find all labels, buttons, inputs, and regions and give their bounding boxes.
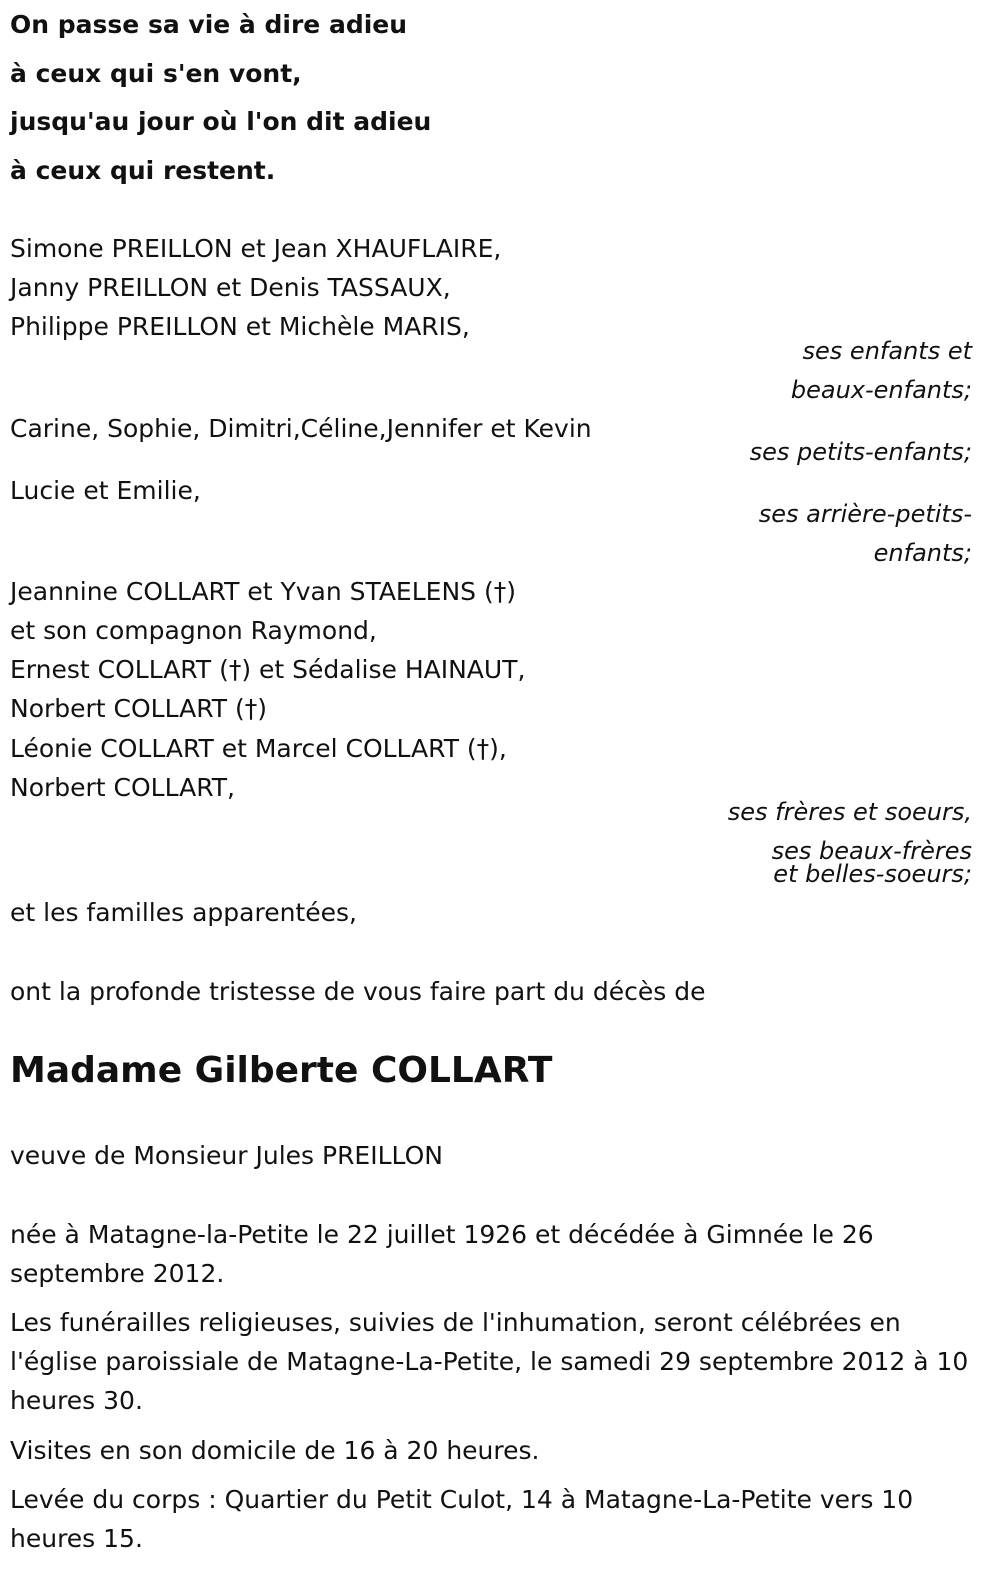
visits-info: Visites en son domicile de 16 à 20 heures. — [10, 1436, 540, 1465]
quote-line-2: à ceux qui s'en vont, — [10, 59, 302, 88]
child-2: Janny PREILLON et Denis TASSAUX, — [10, 273, 451, 302]
siblings-role: ses frères et soeurs, — [727, 798, 972, 826]
sibling-line-2: et son compagnon Raymond, — [10, 616, 377, 645]
great-grandchildren: Lucie et Emilie, — [10, 476, 201, 505]
birth-death-info: née à Matagne-la-Petite le 22 juillet 1926 et décédée à Gimnée le 26 septembre 2012. — [10, 1220, 874, 1288]
grandchildren-role: ses petits-enfants; — [749, 438, 972, 466]
child-3: Philippe PREILLON et Michèle MARIS, — [10, 312, 470, 341]
sibling-line-5: Léonie COLLART et Marcel COLLART (†), — [10, 734, 507, 763]
announcement: ont la profonde tristesse de vous faire part du décès de — [10, 977, 706, 1006]
quote-line-4: à ceux qui restent. — [10, 156, 276, 185]
child-1: Simone PREILLON et Jean XHAUFLAIRE, — [10, 234, 502, 263]
sibling-line-1: Jeannine COLLART et Yvan STAELENS (†) — [10, 577, 516, 606]
children-role-line-1: ses enfants et — [802, 337, 972, 365]
sibling-line-4: Norbert COLLART (†) — [10, 694, 267, 723]
quote-line-3: jusqu'au jour où l'on dit adieu — [10, 107, 432, 136]
children-role-line-2: beaux-enfants; — [790, 376, 972, 404]
in-laws-role-line-1: ses beaux-frères — [771, 837, 972, 865]
families-line: et les familles apparentées, — [10, 898, 357, 927]
sibling-line-3: Ernest COLLART (†) et Sédalise HAINAUT, — [10, 655, 526, 684]
lifting-info: Levée du corps : Quartier du Petit Culot, 14 à Matagne-La-Petite vers 10 heures 15. — [10, 1485, 914, 1553]
great-grandchildren-role-line-1: ses arrière-petits- — [758, 500, 972, 528]
widow-of: veuve de Monsieur Jules PREILLON — [10, 1141, 443, 1170]
great-grandchildren-role-line-2: enfants; — [873, 539, 972, 567]
sibling-line-6: Norbert COLLART, — [10, 773, 235, 802]
in-laws-role-line-2: et belles-soeurs; — [773, 860, 972, 888]
grandchildren: Carine, Sophie, Dimitri,Céline,Jennifer et Kevin — [10, 414, 592, 443]
deceased-name: Madame Gilberte COLLART — [10, 1050, 553, 1091]
funeral-info: Les funérailles religieuses, suivies de l'inhumation, seront célébrées en l'église paroissiale de Matagne-La-Petite, le samedi 29 septembre 2012 à 10 heures 30. — [10, 1308, 969, 1415]
quote-line-1: On passe sa vie à dire adieu — [10, 10, 408, 39]
